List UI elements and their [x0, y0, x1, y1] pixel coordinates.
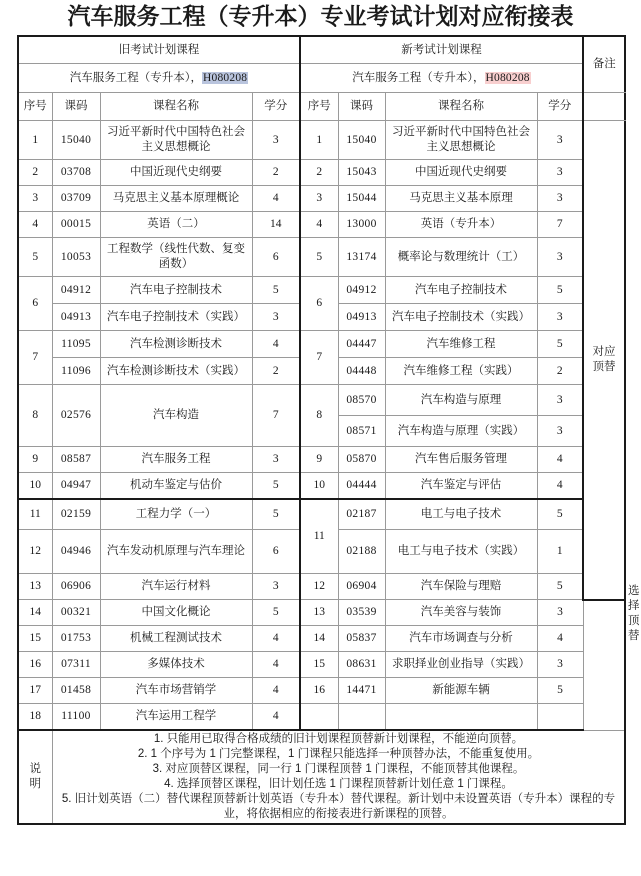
old-seq: 8 [18, 385, 52, 447]
table-row [18, 277, 625, 304]
old-code: 10053 [52, 238, 100, 277]
old-code: 02159 [52, 499, 100, 530]
notes-body [52, 730, 625, 824]
new-seq: 2 [300, 160, 338, 186]
new-course-name: 汽车市场调查与分析 [385, 626, 537, 652]
new-course-name: 汽车电子控制技术（实践） [385, 304, 537, 331]
new-code: 14471 [338, 678, 385, 704]
new-seq: 11 [300, 499, 338, 574]
old-credits: 5 [252, 277, 300, 304]
new-credits: 4 [537, 447, 583, 473]
old-code: 03709 [52, 186, 100, 212]
new-code: 08631 [338, 652, 385, 678]
old-course-name: 汽车服务工程 [100, 447, 252, 473]
old-course-name: 工程数学（线性代数、复变函数） [100, 238, 252, 277]
note-item-1: 1. 只能用已取得合格成绩的旧计划课程顶替新计划课程，不能逆向顶替。 [153, 733, 524, 745]
new-course-name: 习近平新时代中国特色社会主义思想概论 [385, 121, 537, 160]
new-seq: 10 [300, 473, 338, 500]
old-course-name: 汽车检测诊断技术 [100, 331, 252, 358]
old-code: 07311 [52, 652, 100, 678]
table-row [18, 600, 625, 626]
table-column-header-row [18, 93, 625, 121]
table-row: 11 02159 工程力学（一） 5 11 02187 电工与电子技术 5 选择 顶替 [18, 499, 625, 530]
note-item-4: 4. 选择顶替区课程，旧计划任选 1 门课程顶替新计划任意 1 门课程。 [164, 778, 513, 790]
new-credits: 3 [537, 121, 583, 160]
old-code: 01753 [52, 626, 100, 652]
new-credits: 3 [537, 416, 583, 447]
new-code: 13174 [338, 238, 385, 277]
notes-label [18, 730, 52, 824]
old-credits: 2 [252, 160, 300, 186]
old-seq: 13 [18, 574, 52, 600]
old-course-name: 汽车发动机原理与汽车理论 [100, 530, 252, 574]
old-seq: 11 [18, 499, 52, 530]
table-row [18, 385, 625, 416]
new-major-name: 汽车服务工程（专升本）， [352, 71, 485, 84]
new-course-name: 汽车电子控制技术 [385, 277, 537, 304]
table-major-row [18, 64, 625, 93]
old-course-name: 汽车市场营销学 [100, 678, 252, 704]
old-seq: 6 [18, 277, 52, 331]
old-credits: 14 [252, 212, 300, 238]
old-credits: 3 [252, 121, 300, 160]
old-major-cell [18, 64, 300, 93]
old-course-name: 汽车运用工程学 [100, 704, 252, 731]
new-code: 04444 [338, 473, 385, 500]
new-code: 08570 [338, 385, 385, 416]
table-row [18, 447, 625, 473]
old-credits: 2 [252, 358, 300, 385]
old-credits: 3 [252, 447, 300, 473]
old-credits: 5 [252, 499, 300, 530]
new-credits: 3 [537, 238, 583, 277]
old-course-name: 习近平新时代中国特色社会主义思想概论 [100, 121, 252, 160]
old-seq: 10 [18, 473, 52, 500]
table-row [18, 574, 625, 600]
table-row [18, 652, 625, 678]
new-course-name: 概率论与数理统计（工） [385, 238, 537, 277]
new-seq: 9 [300, 447, 338, 473]
new-credits: 5 [537, 678, 583, 704]
table-row [18, 212, 625, 238]
old-seq: 17 [18, 678, 52, 704]
new-course-name: 汽车维修工程 [385, 331, 537, 358]
new-code: 15044 [338, 186, 385, 212]
old-course-name: 汽车电子控制技术（实践） [100, 304, 252, 331]
new-code: 02187 [338, 499, 385, 530]
old-code: 04947 [52, 473, 100, 500]
old-seq: 9 [18, 447, 52, 473]
col-header-new-seq: 序号 [300, 93, 338, 121]
new-seq: 6 [300, 277, 338, 331]
old-major-name: 汽车服务工程（专升本）， [69, 71, 203, 84]
old-code: 11096 [52, 358, 100, 385]
table-row [18, 678, 625, 704]
old-credits: 6 [252, 530, 300, 574]
new-course-name: 汽车维修工程（实践） [385, 358, 537, 385]
new-course-name: 汽车构造与原理（实践） [385, 416, 537, 447]
new-course-name: 汽车鉴定与评估 [385, 473, 537, 500]
old-code: 04946 [52, 530, 100, 574]
old-seq: 3 [18, 186, 52, 212]
col-header-old-name: 课程名称 [100, 93, 252, 121]
old-code: 08587 [52, 447, 100, 473]
old-code: 00321 [52, 600, 100, 626]
new-seq: 14 [300, 626, 338, 652]
new-seq: 4 [300, 212, 338, 238]
old-course-name: 工程力学（一） [100, 499, 252, 530]
old-seq: 12 [18, 530, 52, 574]
new-course-name: 汽车售后服务管理 [385, 447, 537, 473]
note-item-2: 2. 1 个序号为 1 门完整课程，1 门课程只能选择一种顶替办法，不能重复使用。 [137, 748, 540, 760]
old-seq: 5 [18, 238, 52, 277]
col-header-old-code: 课码 [52, 93, 100, 121]
old-course-name: 汽车构造 [100, 385, 252, 447]
new-course-name: 电工与电子技术 [385, 499, 537, 530]
new-seq [300, 704, 338, 731]
old-course-name: 机动车鉴定与估价 [100, 473, 252, 500]
notes-label-line2: 明 [29, 778, 41, 790]
old-credits: 4 [252, 704, 300, 731]
new-seq: 16 [300, 678, 338, 704]
old-seq: 16 [18, 652, 52, 678]
col-header-remark-blank [583, 93, 625, 121]
table-group-header-row [18, 36, 625, 64]
col-header-old-credits: 学分 [252, 93, 300, 121]
old-code: 01458 [52, 678, 100, 704]
new-credits: 4 [537, 473, 583, 500]
old-credits: 4 [252, 331, 300, 358]
old-seq: 18 [18, 704, 52, 731]
old-code: 00015 [52, 212, 100, 238]
old-credits: 4 [252, 626, 300, 652]
new-course-name: 汽车美容与装饰 [385, 600, 537, 626]
new-code: 04912 [338, 277, 385, 304]
remark-section1-line1: 对应 [592, 345, 616, 358]
table-row [18, 704, 625, 731]
table-row [18, 121, 625, 160]
notes-row [18, 730, 625, 824]
new-code: 08571 [338, 416, 385, 447]
new-credits [537, 704, 583, 731]
new-credits: 3 [537, 600, 583, 626]
old-credits: 7 [252, 385, 300, 447]
remark-section1-line2: 顶替 [592, 360, 616, 373]
old-code: 15040 [52, 121, 100, 160]
new-credits: 5 [537, 574, 583, 600]
old-credits: 4 [252, 678, 300, 704]
old-seq: 14 [18, 600, 52, 626]
old-course-name: 汽车检测诊断技术（实践） [100, 358, 252, 385]
new-credits: 5 [537, 499, 583, 530]
old-course-name: 多媒体技术 [100, 652, 252, 678]
new-code [338, 704, 385, 731]
new-code: 03539 [338, 600, 385, 626]
new-seq: 12 [300, 574, 338, 600]
old-course-name: 汽车电子控制技术 [100, 277, 252, 304]
old-seq: 7 [18, 331, 52, 385]
old-code: 04913 [52, 304, 100, 331]
new-course-name [385, 704, 537, 731]
col-header-old-seq: 序号 [18, 93, 52, 121]
header-old-plan: 旧考试计划课程 [18, 36, 300, 64]
new-credits: 7 [537, 212, 583, 238]
new-credits: 3 [537, 160, 583, 186]
old-code: 06906 [52, 574, 100, 600]
new-code: 15040 [338, 121, 385, 160]
old-credits: 4 [252, 186, 300, 212]
new-course-name: 汽车构造与原理 [385, 385, 537, 416]
new-course-name: 电工与电子技术（实践） [385, 530, 537, 574]
new-code: 04447 [338, 331, 385, 358]
old-credits: 5 [252, 600, 300, 626]
new-course-name: 马克思主义基本原理 [385, 186, 537, 212]
new-credits: 3 [537, 385, 583, 416]
header-new-plan: 新考试计划课程 [300, 36, 583, 64]
old-credits: 3 [252, 574, 300, 600]
old-seq: 2 [18, 160, 52, 186]
col-header-new-credits: 学分 [537, 93, 583, 121]
new-code: 04913 [338, 304, 385, 331]
old-code: 04912 [52, 277, 100, 304]
old-credits: 6 [252, 238, 300, 277]
new-credits: 3 [537, 304, 583, 331]
new-credits: 5 [537, 277, 583, 304]
new-credits: 3 [537, 652, 583, 678]
old-credits: 3 [252, 304, 300, 331]
header-remark: 备注 [583, 36, 625, 93]
col-header-new-name: 课程名称 [385, 93, 537, 121]
new-course-name: 新能源车辆 [385, 678, 537, 704]
new-major-code: H080208 [485, 71, 530, 84]
table-row [18, 186, 625, 212]
old-credits: 5 [252, 473, 300, 500]
old-course-name: 英语（二） [100, 212, 252, 238]
new-code: 15043 [338, 160, 385, 186]
table-row [18, 238, 625, 277]
new-course-name: 汽车保险与理赔 [385, 574, 537, 600]
note-item-3: 3. 对应顶替区课程，同一行 1 门课程顶替 1 门课程，不能顶替其他课程。 [152, 763, 525, 775]
new-credits: 2 [537, 358, 583, 385]
old-seq: 15 [18, 626, 52, 652]
new-code: 05870 [338, 447, 385, 473]
new-credits: 5 [537, 331, 583, 358]
old-major-code: H080208 [203, 71, 248, 84]
old-code: 11100 [52, 704, 100, 731]
note-item-5: 5. 旧计划英语（二）替代课程顶替新计划英语（专升本）替代课程。新计划中未设置英语（专升本）课程的专业，将依据相应的衔接表进行新课程的顶替。 [61, 793, 616, 820]
new-credits: 3 [537, 186, 583, 212]
new-code: 05837 [338, 626, 385, 652]
table-row [18, 331, 625, 358]
col-header-new-code: 课码 [338, 93, 385, 121]
new-seq: 3 [300, 186, 338, 212]
new-seq: 7 [300, 331, 338, 385]
new-credits: 4 [537, 626, 583, 652]
table-row [18, 626, 625, 652]
new-code: 04448 [338, 358, 385, 385]
new-seq: 13 [300, 600, 338, 626]
new-code: 06904 [338, 574, 385, 600]
page-title: 汽车服务工程（专升本）专业考试计划对应衔接表 [67, 4, 574, 29]
old-code: 11095 [52, 331, 100, 358]
new-seq: 5 [300, 238, 338, 277]
old-course-name: 机械工程测试技术 [100, 626, 252, 652]
old-seq: 4 [18, 212, 52, 238]
new-course-name: 中国近现代史纲要 [385, 160, 537, 186]
remark-section1 [583, 121, 625, 600]
old-code: 03708 [52, 160, 100, 186]
old-credits: 4 [252, 652, 300, 678]
table-row [18, 160, 625, 186]
new-course-name: 求职择业创业指导（实践） [385, 652, 537, 678]
new-major-cell [300, 64, 583, 93]
new-seq: 8 [300, 385, 338, 447]
new-credits: 1 [537, 530, 583, 574]
old-course-name: 汽车运行材料 [100, 574, 252, 600]
new-course-name: 英语（专升本） [385, 212, 537, 238]
old-course-name: 中国文化概论 [100, 600, 252, 626]
old-seq: 1 [18, 121, 52, 160]
course-articulation-table [17, 35, 640, 825]
new-code: 13000 [338, 212, 385, 238]
old-course-name: 马克思主义基本原理概论 [100, 186, 252, 212]
old-course-name: 中国近现代史纲要 [100, 160, 252, 186]
table-row [18, 473, 625, 500]
notes-label-line1: 说 [29, 763, 41, 775]
old-code: 02576 [52, 385, 100, 447]
new-seq: 1 [300, 121, 338, 160]
new-code: 02188 [338, 530, 385, 574]
new-seq: 15 [300, 652, 338, 678]
